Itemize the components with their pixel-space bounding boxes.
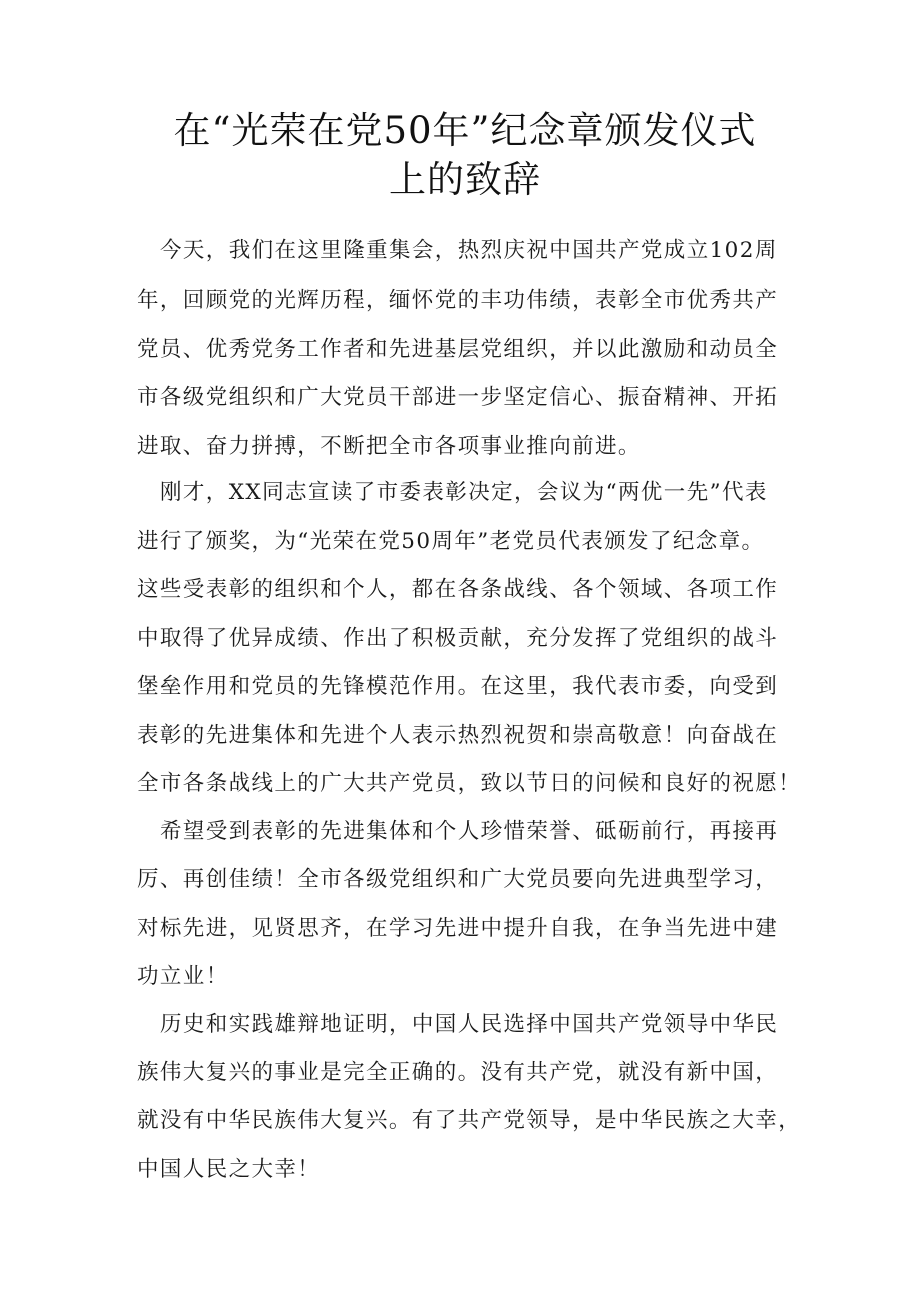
paragraph-2-line-6: 表彰的先进集体和先进个人表示热烈祝贺和崇高敬意！向奋战在 (137, 723, 779, 748)
paragraph-3-line-3: 对标先进，见贤思齐，在学习先进中提升自我，在争当先进中建 (137, 916, 779, 941)
paragraph-4-line-2: 族伟大复兴的事业是完全正确的。没有共产党，就没有新中国， (137, 1060, 779, 1085)
paragraph-1-line-4: 市各级党组织和广大党员干部进一步坚定信心、振奋精神、开拓 (137, 385, 779, 410)
paragraph-4-line-3: 就没有中华民族伟大复兴。有了共产党领导，是中华民族之大幸， (137, 1108, 802, 1133)
paragraph-3-line-2: 厉、再创佳绩！全市各级党组织和广大党员要向先进典型学习， (137, 867, 779, 892)
paragraph-1-line-1: 今天，我们在这里隆重集会，热烈庆祝中国共产党成立102周 (160, 238, 778, 263)
paragraph-2-line-5: 堡垒作用和党员的先锋模范作用。在这里，我代表市委，向受到 (137, 674, 779, 699)
paragraph-1-line-3: 党员、优秀党务工作者和先进基层党组织，并以此激励和动员全 (137, 337, 779, 362)
paragraph-2-line-4: 中取得了优异成绩、作出了积极贡献，充分发挥了党组织的战斗 (137, 626, 779, 651)
paragraph-3-line-4: 功立业！ (137, 964, 229, 989)
paragraph-2-line-3: 这些受表彰的组织和个人，都在各条战线、各个领域、各项工作 (137, 577, 779, 602)
paragraph-1-line-5: 进取、奋力拼搏，不断把全市各项事业推向前进。 (137, 434, 641, 459)
document-title-line-1: 在“光荣在党50年”纪念章颁发仪式 (173, 109, 757, 152)
paragraph-4-line-1: 历史和实践雄辩地证明，中国人民选择中国共产党领导中华民 (160, 1012, 779, 1037)
paragraph-2-line-2: 进行了颁奖，为“光荣在党50周年”老党员代表颁发了纪念章。 (137, 529, 765, 554)
paragraph-3-line-1: 希望受到表彰的先进集体和个人珍惜荣誉、砥砺前行，再接再 (160, 819, 779, 844)
paragraph-1-line-2: 年，回顾党的光辉历程，缅怀党的丰功伟绩，表彰全市优秀共产 (137, 288, 779, 313)
document-title-line-2: 上的致辞 (389, 158, 541, 201)
paragraph-2-line-1: 刚才，XX同志宣读了市委表彰决定，会议为“两优一先”代表 (160, 480, 768, 505)
paragraph-4-line-4: 中国人民之大幸！ (137, 1157, 321, 1182)
paragraph-2-line-7: 全市各条战线上的广大共产党员，致以节日的问候和良好的祝愿！ (137, 771, 802, 796)
